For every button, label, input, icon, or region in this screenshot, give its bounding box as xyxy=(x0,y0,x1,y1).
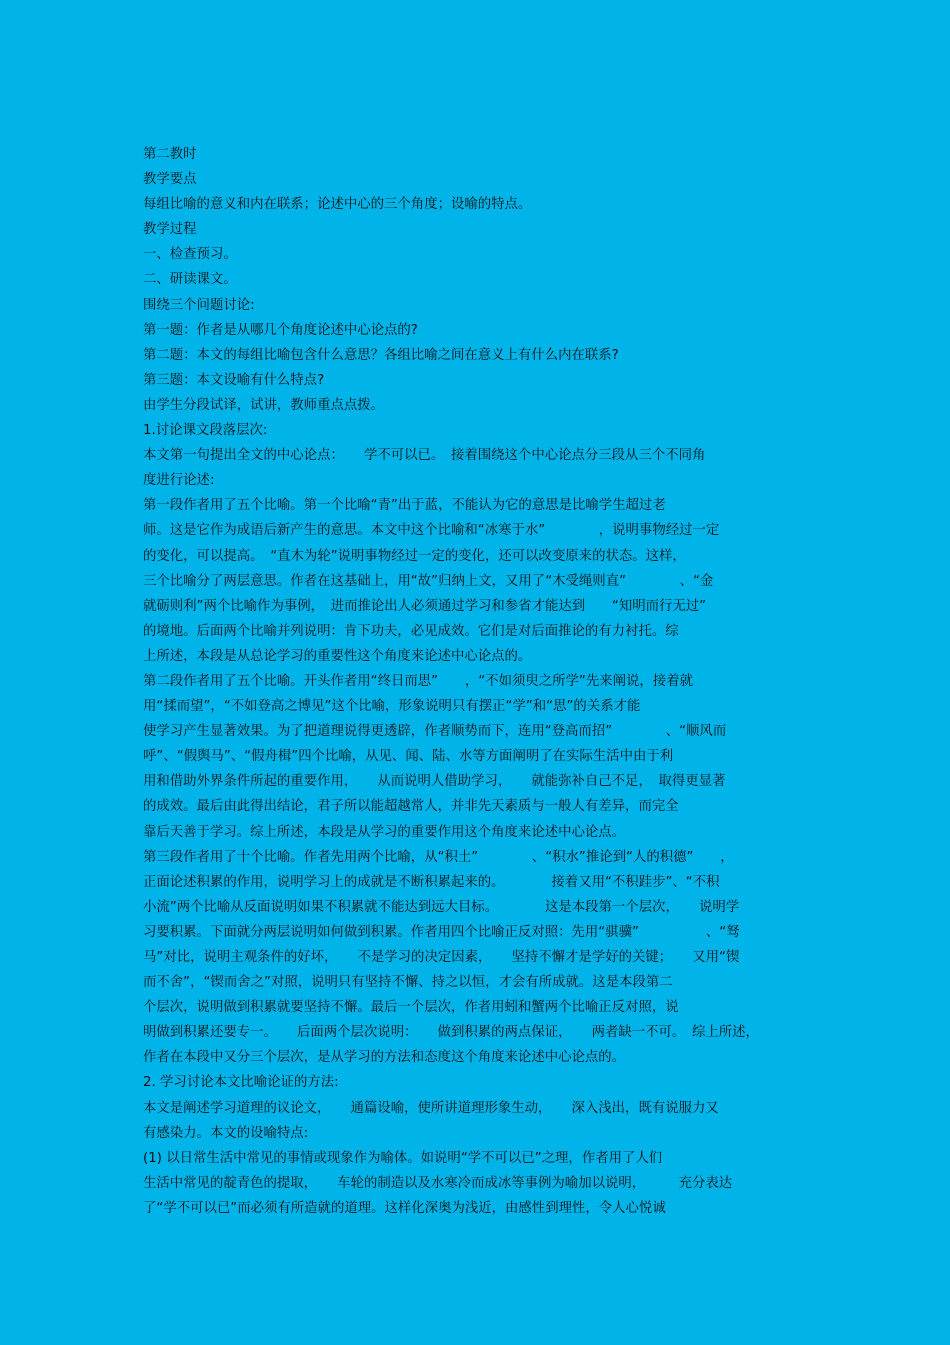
text-line: 教学过程 xyxy=(143,222,197,238)
text-line: 1.讨论课文段落层次: xyxy=(143,423,268,439)
text-line: 了“学不可以已”而必须有所造就的道理。这样化深奥为浅近，由感性到理性，令人心悦诚 xyxy=(143,1200,666,1216)
text-line: 一、检查预习。 xyxy=(143,247,237,263)
text-line: 的变化，可以提高。 “直木为轮”说明事物经过一定的变化，还可以改变原来的状态。这样， xyxy=(143,548,686,564)
text-line: 第二教时 xyxy=(143,147,197,162)
document-body xyxy=(143,142,808,1221)
text-line: 师。这是它作为成语后新产生的意思。本文中这个比喻和“冰寒于水” ，说明事物经过一定 xyxy=(143,523,720,539)
text-line: 第二段作者用了五个比喻。开头作者用“终日而思” ，“不如须臾之所学”先来阐说，接着就 xyxy=(143,673,693,689)
text-line: 上所述，本段是从总论学习的重要性这个角度来论述中心论点的。 xyxy=(143,648,532,664)
text-line: 而不舍”，“锲而舍之”对照，说明只有坚持不懈、持之以恒，才会有所成就。这是本段第二 xyxy=(143,975,673,991)
text-line: 围绕三个问题讨论: xyxy=(143,297,255,313)
text-line: 用“揉而望”，“不如登高之博见”这个比喻，形象说明只有摆正“学”和“思”的关系才能 xyxy=(143,699,641,715)
text-line: 的成效。最后由此得出结论，君子所以能超越常人，并非先天素质与一般人有差异，而完全 xyxy=(143,799,679,815)
text-line: 生活中常见的靛青色的提取， 车轮的制造以及水寒冷而成冰等事例为喻加以说明， 充分表达 xyxy=(143,1175,733,1191)
text-line: 明做到积累还要专一。 后面两个层次说明： 做到积累的两点保证， 两者缺一不可。 综上所述， xyxy=(143,1025,759,1041)
text-line: 第二题：本文的每组比喻包含什么意思？各组比喻之间在意义上有什么内在联系? xyxy=(143,347,619,363)
text-line: 就砺则利”两个比喻作为事例， 进而推论出人必须通过学习和参省才能达到 “知明而行无过” xyxy=(143,598,707,614)
text-line: 本文第一句提出全文的中心论点： 学不可以已。 接着围绕这个中心论点分三段从三个不同角 xyxy=(143,448,706,464)
text-line: 第三题：本文设喻有什么特点? xyxy=(143,372,325,388)
text-line: 有感染力。本文的设喻特点: xyxy=(143,1125,309,1141)
text-line: 作者在本段中又分三个层次，是从学习的方法和态度这个角度来论述中心论点的。 xyxy=(143,1050,626,1066)
text-line: 2. 学习讨论本文比喻论证的方法: xyxy=(143,1075,339,1091)
text-line: 习要积累。下面就分两层说明如何做到积累。作者用四个比喻正反对照：先用“骐骥” 、“驽 xyxy=(143,924,740,940)
text-line: 度进行论述: xyxy=(143,473,215,489)
text-line: 本文是阐述学习道理的议论文， 通篇设喻，使所讲道理形象生动， 深入浅出，既有说服力又 xyxy=(143,1100,719,1116)
text-line: 每组比喻的意义和内在联系；论述中心的三个角度；设喻的特点。 xyxy=(143,197,532,213)
text-line: 的境地。后面两个比喻并列说明：肯下功夫，必见成效。它们是对后面推论的有力衬托。综 xyxy=(143,623,679,639)
text-line: 二、研读课文。 xyxy=(143,272,237,288)
text-line: 马”对比，说明主观条件的好坏， 不是学习的决定因素， 坚持不懈才是学好的关键； 又用“锲 xyxy=(143,950,740,965)
text-line: 正面论述积累的作用，说明学习上的成就是不断积累起来的。 接着又用“不积跬步”、“不积 xyxy=(143,874,720,890)
text-line: 小流”两个比喻从反面说明如果不积累就不能达到远大目标。 这是本段第一个层次， 说明学 xyxy=(143,899,740,915)
text-line: 呼”、“假舆马”、“假舟楫”四个比喻，从见、闻、陆、水等方面阐明了在实际生活中由于利 xyxy=(143,749,674,765)
text-line: 第一题：作者是从哪几个角度论述中心论点的? xyxy=(143,322,418,338)
text-line: 由学生分段试译，试讲，教师重点点拨。 xyxy=(143,397,385,413)
text-line: 教学要点 xyxy=(143,172,197,188)
text-line: 用和借助外界条件所起的重要作用， 从而说明人借助学习， 就能弥补自己不足， 取得更显著 xyxy=(143,774,726,790)
text-line: 使学习产生显著效果。为了把道理说得更透辟，作者顺势而下，连用“登高而招” 、“顺风而 xyxy=(143,724,727,740)
text-line: 三个比喻分了两层意思。作者在这基础上，用“故”归纳上文，又用了“木受绳则直” 、“金 xyxy=(143,573,714,589)
text-line: (1) 以日常生活中常见的事情或现象作为喻体。如说明“学不可以已”之理，作者用了人们 xyxy=(143,1150,663,1166)
text-line: 第三段作者用了十个比喻。作者先用两个比喻，从“积土” 、“积水”推论到“人的积德” ， xyxy=(143,849,734,865)
text-line: 个层次，说明做到积累就要坚持不懈。最后一个层次，作者用蚓和蟹两个比喻正反对照，说 xyxy=(143,1000,679,1016)
text-line: 第一段作者用了五个比喻。第一个比喻“青”出于蓝，不能认为它的意思是比喻学生超过老 xyxy=(143,498,666,514)
text-line: 靠后天善于学习。综上所述，本段是从学习的重要作用这个角度来论述中心论点。 xyxy=(143,824,626,840)
